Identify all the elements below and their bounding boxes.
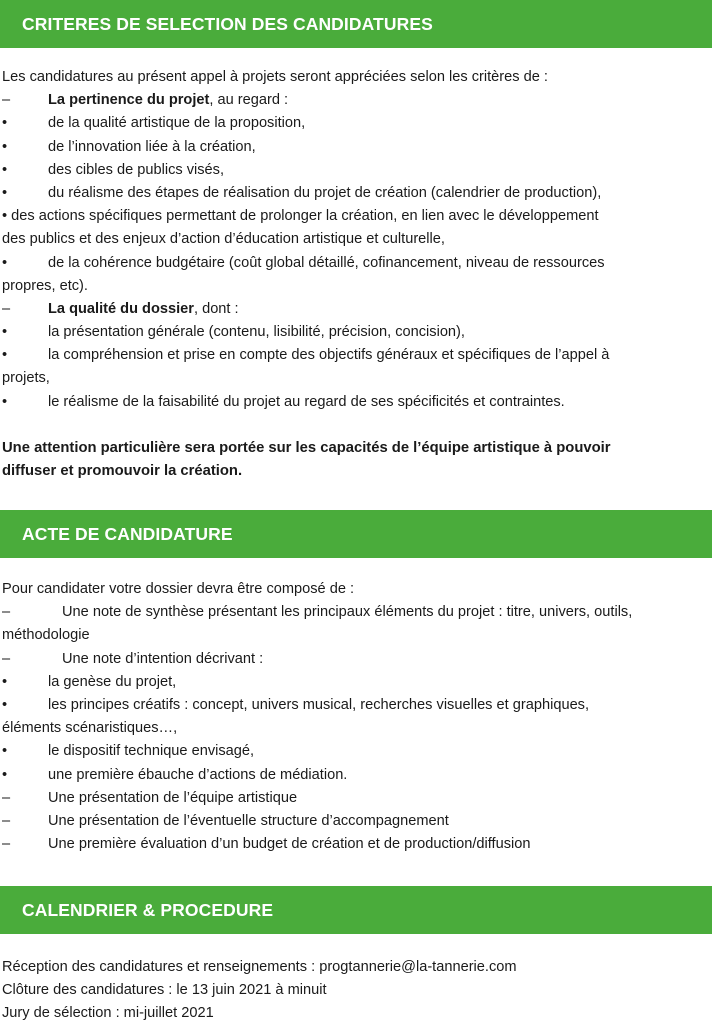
list-item xyxy=(0,810,712,833)
list-item xyxy=(0,159,712,182)
list-item xyxy=(0,182,712,205)
list-item-text: Une note de synthèse présentant les principaux éléments du projet : titre, univers, outils, xyxy=(62,604,633,621)
list-item xyxy=(0,601,712,624)
bullet-marker: • xyxy=(2,324,8,341)
bullet-marker: • xyxy=(2,673,8,690)
list-item xyxy=(0,391,712,414)
list-item xyxy=(0,112,712,135)
list-item xyxy=(0,694,712,717)
list-item xyxy=(0,740,712,763)
list-item xyxy=(0,648,712,671)
cloture-line: Clôture des candidatures : le 13 juin 2021 à minuit xyxy=(2,982,327,999)
list-item xyxy=(0,344,712,367)
list-item xyxy=(0,833,712,856)
attention-note xyxy=(0,437,712,483)
bullet-marker: • xyxy=(2,115,8,132)
acte-intro: Pour candidater votre dossier devra être composé de : xyxy=(2,581,355,597)
calendrier-body xyxy=(0,956,712,1026)
list-item xyxy=(0,764,712,787)
list-item-text: de l’innovation liée à la création, xyxy=(48,138,256,155)
bullet-marker: • xyxy=(2,138,8,155)
qualite-label: La qualité du dossier xyxy=(48,300,194,317)
list-item-comprehension-line2: projets, xyxy=(2,370,50,387)
list-item-text: Une note d’intention décrivant : xyxy=(62,650,264,667)
list-item-actions-line1: • des actions spécifiques permettant de prolonger la création, en lien avec le développement xyxy=(2,208,599,225)
list-item-text: des cibles de publics visés, xyxy=(48,161,225,178)
pertinence-label: La pertinence du projet xyxy=(48,92,210,109)
list-item-text: Une première évaluation d’un budget de création et de production/diffusion xyxy=(48,836,531,853)
list-item-text: Une présentation de l’éventuelle structure d’accompagnement xyxy=(48,812,449,829)
list-item-text: la genèse du projet, xyxy=(48,673,177,690)
bullet-marker: • xyxy=(2,696,8,713)
dash-marker: – xyxy=(2,300,11,317)
section-header-calendrier xyxy=(0,886,712,934)
attention-line1: Une attention particulière sera portée sur les capacités de l’équipe artistique à pouvoir xyxy=(2,440,611,456)
acte-body xyxy=(0,578,712,856)
list-item xyxy=(0,136,712,159)
list-item-text: de la cohérence budgétaire (coût global détaillé, cofinancement, niveau de ressources xyxy=(48,254,605,271)
section-title: ACTE DE CANDIDATURE xyxy=(22,524,233,544)
bullet-marker: • xyxy=(2,184,8,201)
attention-line2: diffuser et promouvoir la création. xyxy=(2,463,243,480)
reception-line: Réception des candidatures et renseignements : progtannerie@la-tannerie.com xyxy=(2,959,517,975)
list-item xyxy=(0,252,712,275)
bullet-marker: • xyxy=(2,161,8,178)
dash-marker: – xyxy=(2,650,11,667)
criteres-body xyxy=(0,66,712,414)
list-item-pertinence xyxy=(0,89,712,112)
bullet-marker: • xyxy=(2,393,8,410)
dash-marker: – xyxy=(2,812,11,829)
list-item-text: le dispositif technique envisagé, xyxy=(48,743,255,760)
bullet-marker: • xyxy=(2,254,8,271)
list-item-budget-line2: propres, etc). xyxy=(2,277,88,294)
list-item-text: Une présentation de l’équipe artistique xyxy=(48,789,298,806)
section-title: CALENDRIER & PROCEDURE xyxy=(22,900,274,920)
list-item xyxy=(0,321,712,344)
bullet-marker: • xyxy=(2,347,8,364)
dash-marker: – xyxy=(2,836,11,853)
list-item-text: la présentation générale (contenu, lisibilité, précision, concision), xyxy=(48,324,465,341)
bullet-marker: • xyxy=(2,766,8,783)
list-item-text: les principes créatifs : concept, univers musical, recherches visuelles et graphiques, xyxy=(48,696,590,713)
list-item-text: du réalisme des étapes de réalisation du projet de création (calendrier de production), xyxy=(48,184,602,201)
section-header-criteres xyxy=(0,0,712,48)
list-item xyxy=(0,787,712,810)
list-item-text: le réalisme de la faisabilité du projet au regard de ses spécificités et contraintes. xyxy=(48,393,565,410)
pertinence-rest: , au regard : xyxy=(209,92,289,109)
list-item-text: une première ébauche d’actions de médiation. xyxy=(48,766,348,783)
list-item-text: la compréhension et prise en compte des objectifs généraux et spécifiques de l’appel à xyxy=(48,347,610,364)
bullet-marker: • xyxy=(2,743,8,760)
criteres-intro: Les candidatures au présent appel à projets seront appréciées selon les critères de : xyxy=(2,69,548,85)
list-item-qualite xyxy=(0,298,712,321)
list-item-text: de la qualité artistique de la proposition, xyxy=(48,115,306,132)
list-item xyxy=(0,671,712,694)
list-item-actions-line2: des publics et des enjeux d’action d’éducation artistique et culturelle, xyxy=(2,231,445,248)
list-item-synthese-line2: méthodologie xyxy=(2,627,90,644)
qualite-rest: , dont : xyxy=(193,300,239,317)
dash-marker: – xyxy=(2,604,11,621)
list-item-principes-line2: éléments scénaristiques…, xyxy=(2,720,178,737)
jury-line: Jury de sélection : mi-juillet 2021 xyxy=(2,1005,214,1022)
dash-marker: – xyxy=(2,92,11,109)
section-title: CRITERES DE SELECTION DES CANDIDATURES xyxy=(22,14,433,34)
dash-marker: – xyxy=(2,789,11,806)
section-header-acte xyxy=(0,510,712,558)
